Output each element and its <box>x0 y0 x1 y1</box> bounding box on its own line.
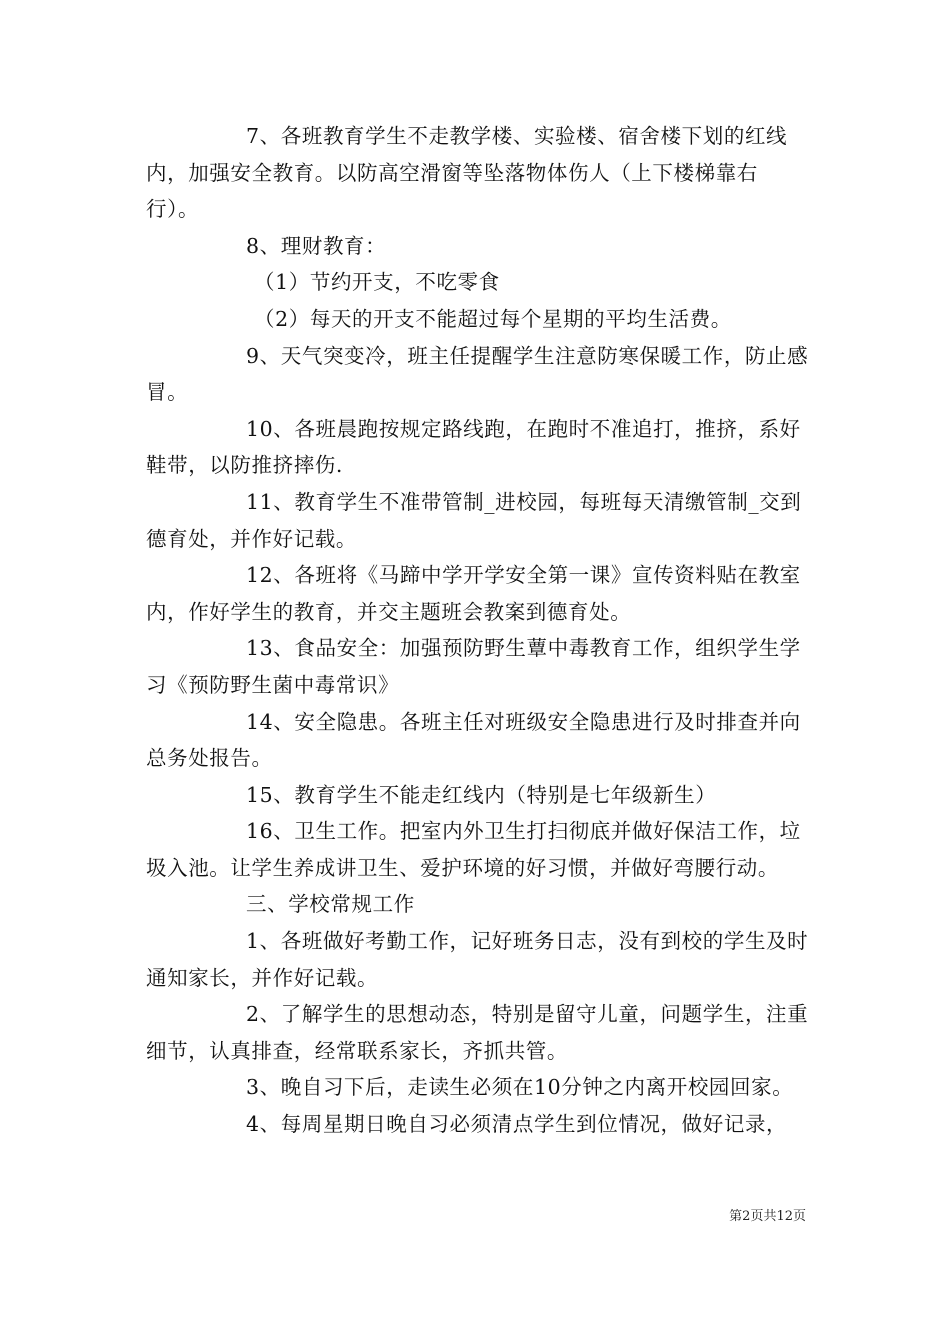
paragraph-item-7: 7、各班教育学生不走教学楼、实验楼、宿舍楼下划的红线内，加强安全教育。以防高空滑窗等坠落物体伤人（上下楼梯靠右行）。 <box>146 124 788 222</box>
paragraph-sub-2: （2）每天的开支不能超过每个星期的平均生活费。 <box>254 306 732 331</box>
paragraph-item-14: 14、安全隐患。各班主任对班级安全隐患进行及时排查并向总务处报告。 <box>146 709 801 771</box>
paragraph-routine-3: 3、晚自习下后，走读生必须在10分钟之内离开校园回家。 <box>246 1075 794 1100</box>
paragraph-routine-1: 1、各班做好考勤工作，记好班务日志，没有到校的学生及时通知家长，并作好记载。 <box>146 929 809 990</box>
page-number: 第2页共12页 <box>729 1209 806 1224</box>
paragraph-routine-2: 2、了解学生的思想动态，特别是留守儿童，问题学生，注重细节，认真排查，经常联系家长，齐抓共管。 <box>146 1002 809 1063</box>
paragraph-item-10: 10、各班晨跑按规定路线跑，在跑时不准追打，推挤，系好鞋带，以防推挤摔伤. <box>146 416 801 478</box>
document-body <box>146 118 810 1143</box>
paragraph-item-11: 11、教育学生不准带管制_进校园，每班每天清缴管制_交到德育处，并作好记载。 <box>146 489 802 551</box>
paragraph-item-12: 12、各班将《马蹄中学开学安全第一课》宣传资料贴在教室内，作好学生的教育，并交主题班会教案到德育处。 <box>146 563 801 624</box>
paragraph-item-13: 13、食品安全：加强预防野生蕈中毒教育工作，组织学生学习《预防野生菌中毒常识》 <box>146 636 801 697</box>
section-heading: 三、学校常规工作 <box>246 892 415 917</box>
paragraph-item-9: 9、天气突变冷，班主任提醒学生注意防寒保暖工作，防止感冒。 <box>146 343 809 405</box>
paragraph-item-16: 16、卫生工作。把室内外卫生打扫彻底并做好保洁工作，垃圾入池。让学生养成讲卫生、爱护环境的好习惯，并做好弯腰行动。 <box>146 819 801 880</box>
paragraph-sub-1: （1）节约开支，不吃零食 <box>254 270 500 295</box>
paragraph-routine-4: 4、每周星期日晚自习必须清点学生到位情况，做好记录， <box>246 1112 788 1137</box>
paragraph-item-8: 8、理财教育： <box>246 233 387 258</box>
paragraph-item-15: 15、教育学生不能走红线内（特别是七年级新生） <box>246 782 717 807</box>
